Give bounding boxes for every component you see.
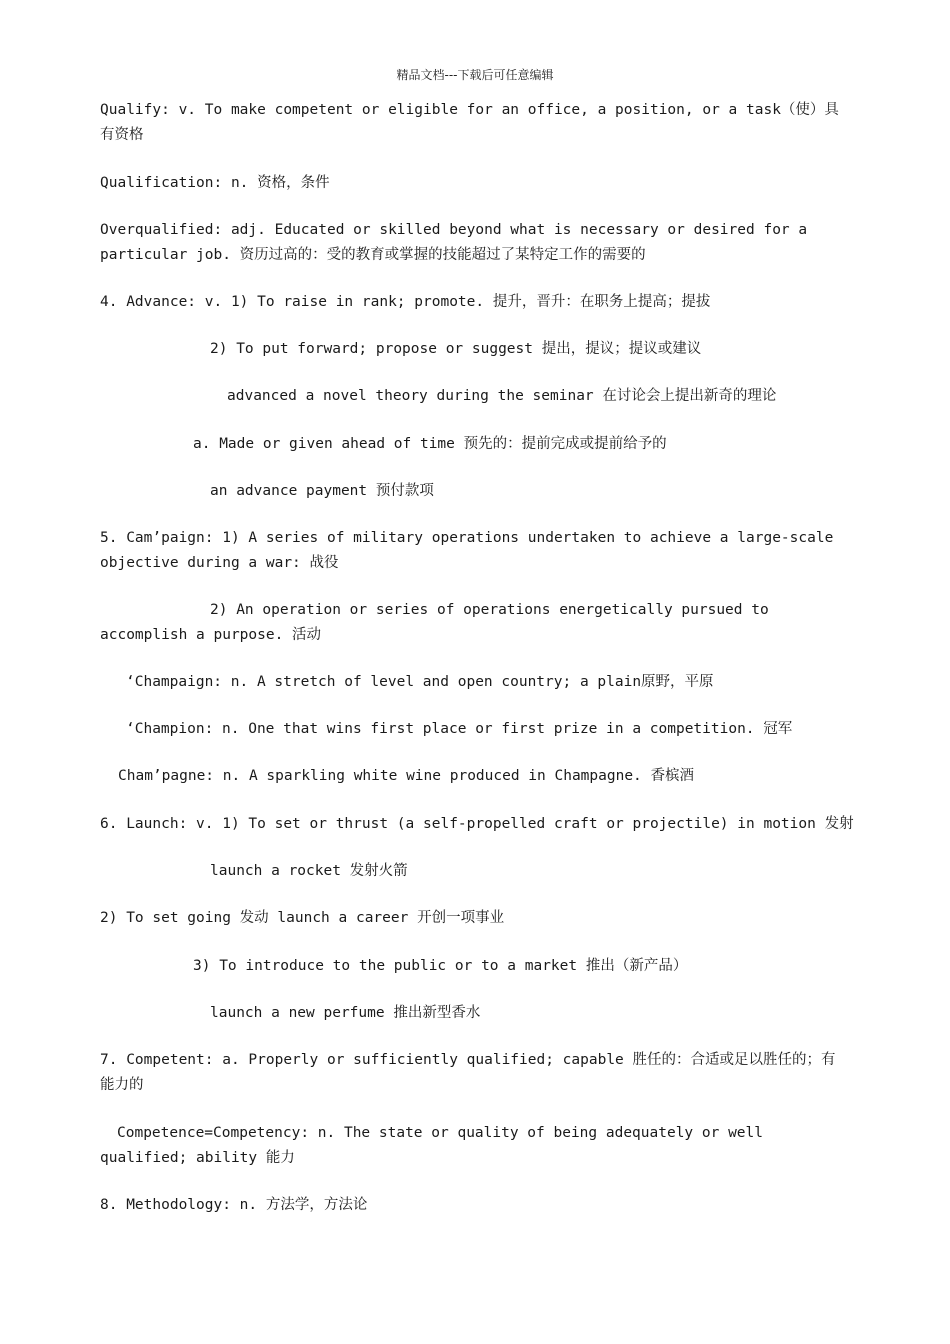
- entry-advance-example-2: an advance payment 预付款项: [210, 483, 434, 499]
- entry-competence: Competence=Competency: n. The state or quality of being adequately or well qualified; ability 能力: [100, 1125, 764, 1166]
- entry-competent: 7. Competent: a. Properly or sufficiently qualified; capable 胜任的：合适或足以胜任的；有能力的: [100, 1052, 836, 1093]
- entry-launch-example-1: launch a rocket 发射火箭: [210, 863, 408, 879]
- entry-overqualified: Overqualified: adj. Educated or skilled beyond what is necessary or desired for a particular job. 资历过高的：受的教育或掌握的技能超过了某特定工作的需要的: [100, 222, 808, 263]
- entry-advance-sense-2: 2) To put forward; propose or suggest 提出，提议；提议或建议: [210, 341, 702, 357]
- page-header: 精品文档---下载后可任意编辑: [396, 68, 554, 82]
- entry-advance-adjective: a. Made or given ahead of time 预先的：提前完成或提前给予的: [193, 436, 667, 452]
- entry-launch-sense-2: 2) To set going 发动 launch a career 开创一项事业: [100, 910, 505, 926]
- entry-champaign: ‘Champaign: n. A stretch of level and open country; a plain原野，平原: [126, 674, 714, 690]
- entry-methodology: 8. Methodology: n. 方法学，方法论: [100, 1197, 368, 1213]
- entry-champagne: Cham’pagne: n. A sparkling white wine produced in Champagne. 香槟酒: [118, 768, 695, 784]
- entry-launch-sense-1: 6. Launch: v. 1) To set or thrust (a self-propelled craft or projectile) in motion 发射: [100, 816, 854, 832]
- entry-advance-example-1: advanced a novel theory during the seminar 在讨论会上提出新奇的理论: [227, 388, 777, 404]
- entry-launch-example-3: launch a new perfume 推出新型香水: [210, 1005, 481, 1021]
- entry-advance-sense-1: 4. Advance: v. 1) To raise in rank; promote. 提升，晋升：在职务上提高；提拔: [100, 294, 711, 310]
- entry-qualification: Qualification: n. 资格，条件: [100, 175, 330, 191]
- entry-launch-sense-3: 3) To introduce to the public or to a market 推出（新产品）: [193, 958, 688, 974]
- entry-campaign-sense-1: 5. Cam’paign: 1) A series of military operations undertaken to achieve a large-scale objective during a war: 战役: [100, 530, 834, 571]
- entry-campaign-sense-2: 2) An operation or series of operations energetically pursued to accomplish a purpose. 活动: [100, 602, 769, 643]
- entry-champion: ‘Champion: n. One that wins first place or first prize in a competition. 冠军: [126, 721, 793, 737]
- entry-qualify: Qualify: v. To make competent or eligible for an office, a position, or a task（使）具有资格: [100, 102, 839, 143]
